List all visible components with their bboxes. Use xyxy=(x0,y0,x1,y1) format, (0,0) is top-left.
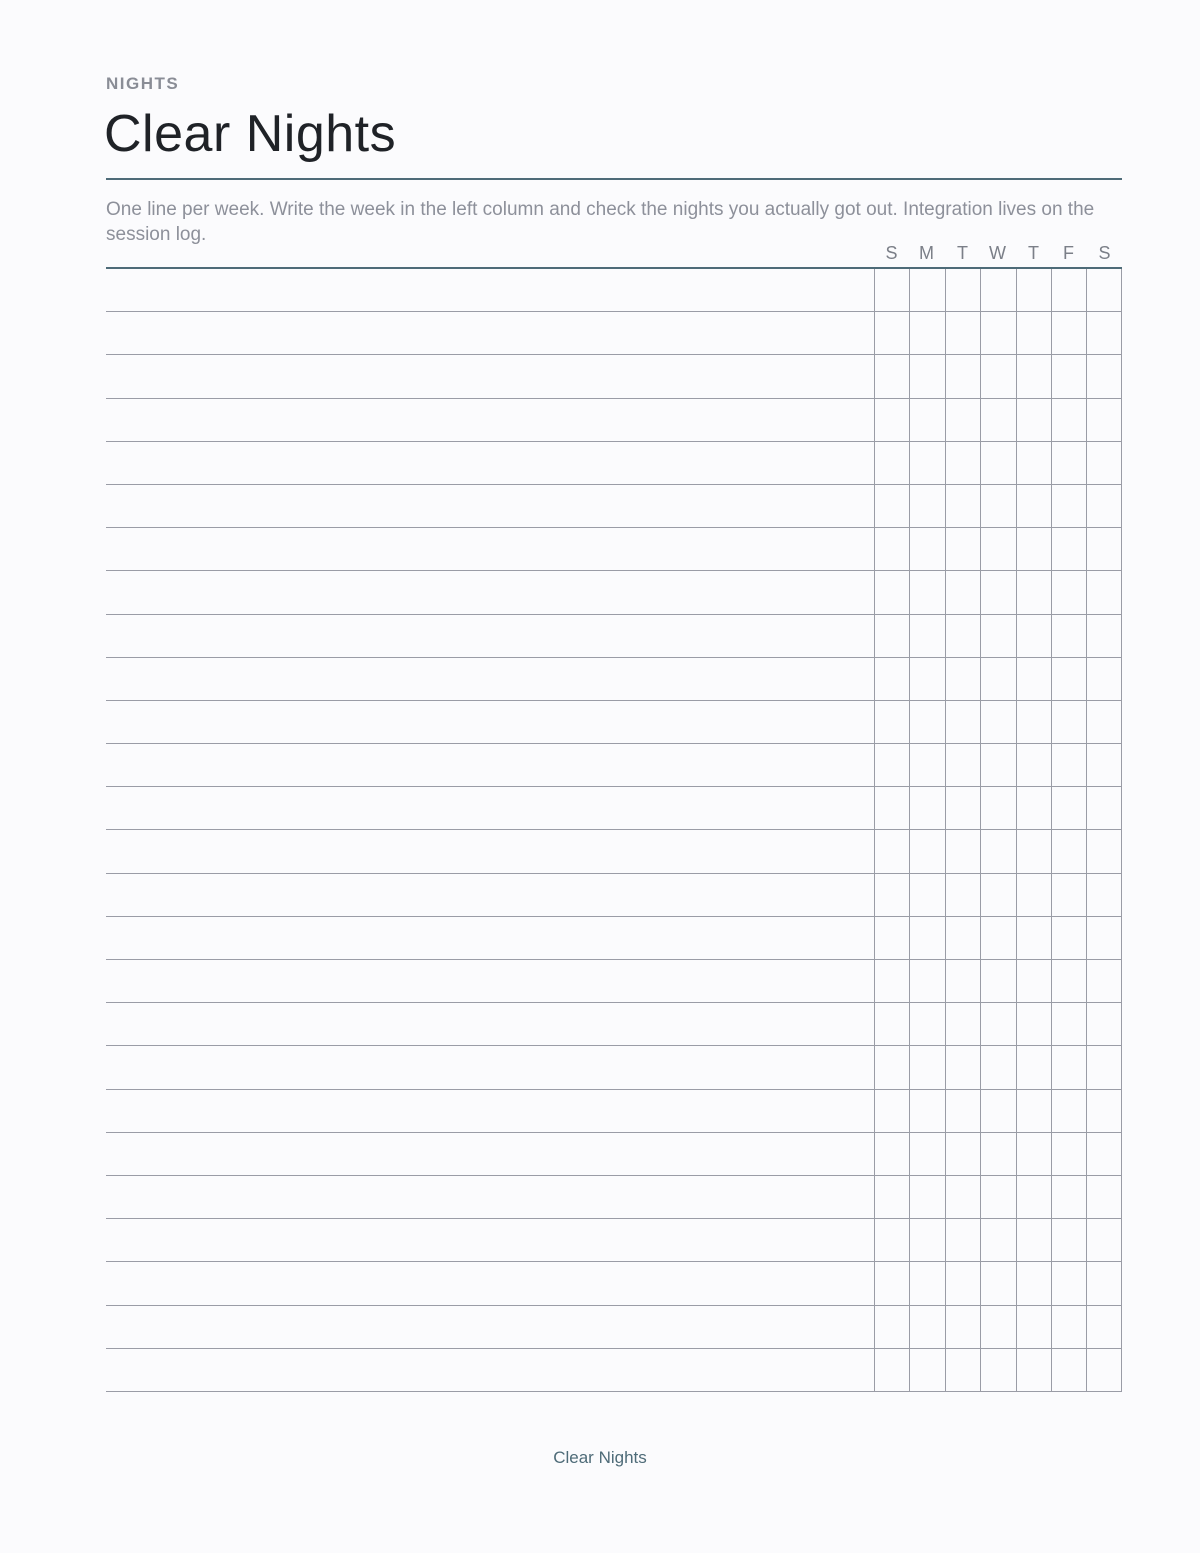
check-cell-saturday[interactable] xyxy=(1086,1306,1121,1348)
check-cell-tuesday[interactable] xyxy=(945,960,980,1002)
check-cell-sunday[interactable] xyxy=(874,1219,909,1261)
week-entry-field[interactable] xyxy=(106,615,874,657)
check-cell-thursday[interactable] xyxy=(1016,399,1051,441)
check-cell-wednesday[interactable] xyxy=(980,1306,1015,1348)
check-cell-monday[interactable] xyxy=(909,442,944,484)
check-cell-tuesday[interactable] xyxy=(945,744,980,786)
check-cell-monday[interactable] xyxy=(909,658,944,700)
check-cell-monday[interactable] xyxy=(909,528,944,570)
week-entry-field[interactable] xyxy=(106,1003,874,1045)
check-cell-tuesday[interactable] xyxy=(945,701,980,743)
check-cell-thursday[interactable] xyxy=(1016,1003,1051,1045)
check-cell-tuesday[interactable] xyxy=(945,1219,980,1261)
check-cell-friday[interactable] xyxy=(1051,442,1086,484)
week-row xyxy=(106,528,1122,571)
check-cell-tuesday[interactable] xyxy=(945,1306,980,1348)
week-row xyxy=(106,1176,1122,1219)
check-cell-tuesday[interactable] xyxy=(945,830,980,872)
check-cell-thursday[interactable] xyxy=(1016,1133,1051,1175)
check-cell-sunday[interactable] xyxy=(874,830,909,872)
check-cell-sunday[interactable] xyxy=(874,744,909,786)
check-cell-wednesday[interactable] xyxy=(980,1090,1015,1132)
check-cell-friday[interactable] xyxy=(1051,615,1086,657)
week-row xyxy=(106,1090,1122,1133)
check-cell-friday[interactable] xyxy=(1051,701,1086,743)
week-row xyxy=(106,1219,1122,1262)
check-cell-monday[interactable] xyxy=(909,830,944,872)
check-cell-wednesday[interactable] xyxy=(980,1349,1015,1391)
week-entry-field[interactable] xyxy=(106,1219,874,1261)
check-cell-sunday[interactable] xyxy=(874,1306,909,1348)
check-cell-sunday[interactable] xyxy=(874,658,909,700)
check-cell-thursday[interactable] xyxy=(1016,485,1051,527)
check-cell-tuesday[interactable] xyxy=(945,1262,980,1304)
check-cell-monday[interactable] xyxy=(909,269,944,311)
check-cell-sunday[interactable] xyxy=(874,312,909,354)
check-cell-monday[interactable] xyxy=(909,571,944,613)
check-cell-thursday[interactable] xyxy=(1016,1349,1051,1391)
week-entry-field[interactable] xyxy=(106,960,874,1002)
check-cell-friday[interactable] xyxy=(1051,830,1086,872)
check-cell-sunday[interactable] xyxy=(874,571,909,613)
week-row xyxy=(106,269,1122,312)
check-cell-sunday[interactable] xyxy=(874,399,909,441)
week-row xyxy=(106,1003,1122,1046)
check-cell-wednesday[interactable] xyxy=(980,1003,1015,1045)
check-cell-friday[interactable] xyxy=(1051,269,1086,311)
week-row xyxy=(106,355,1122,398)
week-entry-field[interactable] xyxy=(106,917,874,959)
check-cell-wednesday[interactable] xyxy=(980,571,1015,613)
check-cell-friday[interactable] xyxy=(1051,571,1086,613)
check-cell-friday[interactable] xyxy=(1051,1349,1086,1391)
check-cell-friday[interactable] xyxy=(1051,744,1086,786)
check-cell-saturday[interactable] xyxy=(1086,1219,1121,1261)
check-cell-thursday[interactable] xyxy=(1016,528,1051,570)
check-cell-saturday[interactable] xyxy=(1086,399,1121,441)
check-cell-friday[interactable] xyxy=(1051,1133,1086,1175)
check-cell-wednesday[interactable] xyxy=(980,312,1015,354)
check-cell-monday[interactable] xyxy=(909,312,944,354)
week-entry-field[interactable] xyxy=(106,1176,874,1218)
check-cell-saturday[interactable] xyxy=(1086,701,1121,743)
check-cell-friday[interactable] xyxy=(1051,1219,1086,1261)
check-cell-thursday[interactable] xyxy=(1016,355,1051,397)
check-cell-friday[interactable] xyxy=(1051,874,1086,916)
week-grid xyxy=(106,269,1122,1392)
check-cell-saturday[interactable] xyxy=(1086,1133,1121,1175)
check-cell-saturday[interactable] xyxy=(1086,528,1121,570)
week-row xyxy=(106,485,1122,528)
check-cell-saturday[interactable] xyxy=(1086,442,1121,484)
check-cell-wednesday[interactable] xyxy=(980,355,1015,397)
check-cell-friday[interactable] xyxy=(1051,399,1086,441)
check-cell-sunday[interactable] xyxy=(874,787,909,829)
check-cell-sunday[interactable] xyxy=(874,1349,909,1391)
check-cell-monday[interactable] xyxy=(909,1090,944,1132)
week-row xyxy=(106,1306,1122,1349)
check-cell-tuesday[interactable] xyxy=(945,571,980,613)
check-cell-thursday[interactable] xyxy=(1016,1046,1051,1088)
check-cell-friday[interactable] xyxy=(1051,1306,1086,1348)
week-entry-field[interactable] xyxy=(106,528,874,570)
check-cell-friday[interactable] xyxy=(1051,1046,1086,1088)
check-cell-tuesday[interactable] xyxy=(945,399,980,441)
check-cell-wednesday[interactable] xyxy=(980,485,1015,527)
check-cell-tuesday[interactable] xyxy=(945,917,980,959)
check-cell-tuesday[interactable] xyxy=(945,1090,980,1132)
check-cell-thursday[interactable] xyxy=(1016,701,1051,743)
check-cell-thursday[interactable] xyxy=(1016,787,1051,829)
page-footer: Clear Nights xyxy=(553,1448,647,1467)
check-cell-wednesday[interactable] xyxy=(980,528,1015,570)
week-entry-field[interactable] xyxy=(106,1046,874,1088)
check-cell-friday[interactable] xyxy=(1051,960,1086,1002)
check-cell-wednesday[interactable] xyxy=(980,960,1015,1002)
week-entry-field[interactable] xyxy=(106,1090,874,1132)
check-cell-thursday[interactable] xyxy=(1016,312,1051,354)
week-row xyxy=(106,830,1122,873)
check-cell-wednesday[interactable] xyxy=(980,399,1015,441)
check-cell-wednesday[interactable] xyxy=(980,787,1015,829)
check-cell-saturday[interactable] xyxy=(1086,1003,1121,1045)
check-cell-tuesday[interactable] xyxy=(945,1133,980,1175)
week-entry-field[interactable] xyxy=(106,399,874,441)
week-row xyxy=(106,787,1122,830)
check-cell-monday[interactable] xyxy=(909,1306,944,1348)
check-cell-thursday[interactable] xyxy=(1016,615,1051,657)
check-cell-thursday[interactable] xyxy=(1016,571,1051,613)
week-row xyxy=(106,1133,1122,1176)
check-cell-saturday[interactable] xyxy=(1086,1176,1121,1218)
check-cell-thursday[interactable] xyxy=(1016,442,1051,484)
check-cell-wednesday[interactable] xyxy=(980,269,1015,311)
check-cell-wednesday[interactable] xyxy=(980,830,1015,872)
check-cell-wednesday[interactable] xyxy=(980,1219,1015,1261)
check-cell-saturday[interactable] xyxy=(1086,1262,1121,1304)
check-cell-tuesday[interactable] xyxy=(945,442,980,484)
check-cell-tuesday[interactable] xyxy=(945,485,980,527)
day-header-thursday: T xyxy=(1028,243,1039,263)
check-cell-tuesday[interactable] xyxy=(945,658,980,700)
check-cell-saturday[interactable] xyxy=(1086,830,1121,872)
week-row xyxy=(106,312,1122,355)
week-row xyxy=(106,399,1122,442)
check-cell-friday[interactable] xyxy=(1051,485,1086,527)
check-cell-saturday[interactable] xyxy=(1086,874,1121,916)
check-cell-monday[interactable] xyxy=(909,874,944,916)
week-row xyxy=(106,917,1122,960)
check-cell-monday[interactable] xyxy=(909,1133,944,1175)
check-cell-friday[interactable] xyxy=(1051,1176,1086,1218)
check-cell-wednesday[interactable] xyxy=(980,1046,1015,1088)
check-cell-saturday[interactable] xyxy=(1086,571,1121,613)
check-cell-friday[interactable] xyxy=(1051,917,1086,959)
check-cell-tuesday[interactable] xyxy=(945,1046,980,1088)
check-cell-saturday[interactable] xyxy=(1086,744,1121,786)
week-entry-field[interactable] xyxy=(106,269,874,311)
title-divider xyxy=(106,178,1122,180)
check-cell-monday[interactable] xyxy=(909,917,944,959)
day-header-sunday: S xyxy=(885,243,898,263)
check-cell-monday[interactable] xyxy=(909,399,944,441)
check-cell-thursday[interactable] xyxy=(1016,1219,1051,1261)
check-cell-thursday[interactable] xyxy=(1016,917,1051,959)
week-entry-field[interactable] xyxy=(106,830,874,872)
week-entry-field[interactable] xyxy=(106,355,874,397)
check-cell-monday[interactable] xyxy=(909,1262,944,1304)
check-cell-monday[interactable] xyxy=(909,787,944,829)
check-cell-thursday[interactable] xyxy=(1016,1176,1051,1218)
week-row xyxy=(106,615,1122,658)
check-cell-wednesday[interactable] xyxy=(980,615,1015,657)
check-cell-sunday[interactable] xyxy=(874,442,909,484)
check-cell-sunday[interactable] xyxy=(874,269,909,311)
week-entry-field[interactable] xyxy=(106,485,874,527)
check-cell-saturday[interactable] xyxy=(1086,312,1121,354)
check-cell-thursday[interactable] xyxy=(1016,1090,1051,1132)
week-row xyxy=(106,960,1122,1003)
check-cell-saturday[interactable] xyxy=(1086,355,1121,397)
check-cell-wednesday[interactable] xyxy=(980,744,1015,786)
check-cell-thursday[interactable] xyxy=(1016,269,1051,311)
check-cell-tuesday[interactable] xyxy=(945,528,980,570)
check-cell-monday[interactable] xyxy=(909,355,944,397)
check-cell-wednesday[interactable] xyxy=(980,917,1015,959)
check-cell-tuesday[interactable] xyxy=(945,615,980,657)
check-cell-saturday[interactable] xyxy=(1086,615,1121,657)
check-cell-sunday[interactable] xyxy=(874,528,909,570)
week-row xyxy=(106,744,1122,787)
check-cell-tuesday[interactable] xyxy=(945,312,980,354)
check-cell-monday[interactable] xyxy=(909,1046,944,1088)
week-entry-field[interactable] xyxy=(106,312,874,354)
check-cell-saturday[interactable] xyxy=(1086,1090,1121,1132)
check-cell-saturday[interactable] xyxy=(1086,787,1121,829)
check-cell-monday[interactable] xyxy=(909,1219,944,1261)
check-cell-monday[interactable] xyxy=(909,485,944,527)
week-entry-field[interactable] xyxy=(106,571,874,613)
check-cell-sunday[interactable] xyxy=(874,355,909,397)
week-entry-field[interactable] xyxy=(106,874,874,916)
week-entry-field[interactable] xyxy=(106,1133,874,1175)
check-cell-friday[interactable] xyxy=(1051,787,1086,829)
check-cell-friday[interactable] xyxy=(1051,1262,1086,1304)
check-cell-sunday[interactable] xyxy=(874,485,909,527)
week-entry-field[interactable] xyxy=(106,701,874,743)
check-cell-sunday[interactable] xyxy=(874,1046,909,1088)
week-row xyxy=(106,571,1122,614)
day-header-saturday: S xyxy=(1098,243,1111,263)
week-entry-field[interactable] xyxy=(106,1262,874,1304)
check-cell-wednesday[interactable] xyxy=(980,1176,1015,1218)
check-cell-sunday[interactable] xyxy=(874,615,909,657)
check-cell-saturday[interactable] xyxy=(1086,485,1121,527)
check-cell-friday[interactable] xyxy=(1051,528,1086,570)
section-eyebrow: NIGHTS xyxy=(106,74,180,93)
week-entry-field[interactable] xyxy=(106,442,874,484)
week-entry-field[interactable] xyxy=(106,1349,874,1391)
check-cell-friday[interactable] xyxy=(1051,1003,1086,1045)
check-cell-sunday[interactable] xyxy=(874,917,909,959)
week-row xyxy=(106,701,1122,744)
check-cell-monday[interactable] xyxy=(909,701,944,743)
check-cell-wednesday[interactable] xyxy=(980,658,1015,700)
week-row xyxy=(106,442,1122,485)
day-header-tuesday: T xyxy=(957,243,968,263)
check-cell-saturday[interactable] xyxy=(1086,269,1121,311)
check-cell-wednesday[interactable] xyxy=(980,1133,1015,1175)
check-cell-tuesday[interactable] xyxy=(945,269,980,311)
check-cell-tuesday[interactable] xyxy=(945,1349,980,1391)
check-cell-sunday[interactable] xyxy=(874,874,909,916)
check-cell-monday[interactable] xyxy=(909,1176,944,1218)
check-cell-wednesday[interactable] xyxy=(980,874,1015,916)
check-cell-tuesday[interactable] xyxy=(945,1176,980,1218)
check-cell-sunday[interactable] xyxy=(874,1176,909,1218)
check-cell-saturday[interactable] xyxy=(1086,658,1121,700)
check-cell-thursday[interactable] xyxy=(1016,960,1051,1002)
check-cell-tuesday[interactable] xyxy=(945,355,980,397)
check-cell-thursday[interactable] xyxy=(1016,1306,1051,1348)
check-cell-wednesday[interactable] xyxy=(980,701,1015,743)
week-row xyxy=(106,1262,1122,1305)
week-row xyxy=(106,1046,1122,1089)
week-row xyxy=(106,874,1122,917)
check-cell-thursday[interactable] xyxy=(1016,1262,1051,1304)
check-cell-tuesday[interactable] xyxy=(945,1003,980,1045)
check-cell-friday[interactable] xyxy=(1051,355,1086,397)
week-row xyxy=(106,658,1122,701)
instructions-text: One line per week. Write the week in the left column and check the nights you actually got out. Integration lives on the session log. xyxy=(106,199,1095,245)
check-cell-sunday[interactable] xyxy=(874,1003,909,1045)
check-cell-tuesday[interactable] xyxy=(945,787,980,829)
day-header-wednesday: W xyxy=(989,243,1006,263)
check-cell-thursday[interactable] xyxy=(1016,874,1051,916)
check-cell-monday[interactable] xyxy=(909,960,944,1002)
check-cell-wednesday[interactable] xyxy=(980,1262,1015,1304)
check-cell-thursday[interactable] xyxy=(1016,830,1051,872)
check-cell-saturday[interactable] xyxy=(1086,1349,1121,1391)
day-header-monday: M xyxy=(919,243,934,263)
check-cell-tuesday[interactable] xyxy=(945,874,980,916)
check-cell-saturday[interactable] xyxy=(1086,917,1121,959)
check-cell-monday[interactable] xyxy=(909,1349,944,1391)
check-cell-wednesday[interactable] xyxy=(980,442,1015,484)
check-cell-sunday[interactable] xyxy=(874,1133,909,1175)
day-header-friday: F xyxy=(1063,243,1074,263)
week-entry-field[interactable] xyxy=(106,787,874,829)
check-cell-friday[interactable] xyxy=(1051,312,1086,354)
check-cell-saturday[interactable] xyxy=(1086,1046,1121,1088)
check-cell-saturday[interactable] xyxy=(1086,960,1121,1002)
check-cell-monday[interactable] xyxy=(909,1003,944,1045)
check-cell-friday[interactable] xyxy=(1051,658,1086,700)
check-cell-friday[interactable] xyxy=(1051,1090,1086,1132)
week-entry-field[interactable] xyxy=(106,1306,874,1348)
check-cell-monday[interactable] xyxy=(909,615,944,657)
week-row xyxy=(106,1349,1122,1392)
check-cell-sunday[interactable] xyxy=(874,1262,909,1304)
page-title: Clear Nights xyxy=(104,105,397,163)
check-cell-thursday[interactable] xyxy=(1016,658,1051,700)
check-cell-monday[interactable] xyxy=(909,744,944,786)
week-entry-field[interactable] xyxy=(106,744,874,786)
check-cell-sunday[interactable] xyxy=(874,701,909,743)
week-entry-field[interactable] xyxy=(106,658,874,700)
check-cell-thursday[interactable] xyxy=(1016,744,1051,786)
check-cell-sunday[interactable] xyxy=(874,1090,909,1132)
check-cell-sunday[interactable] xyxy=(874,960,909,1002)
